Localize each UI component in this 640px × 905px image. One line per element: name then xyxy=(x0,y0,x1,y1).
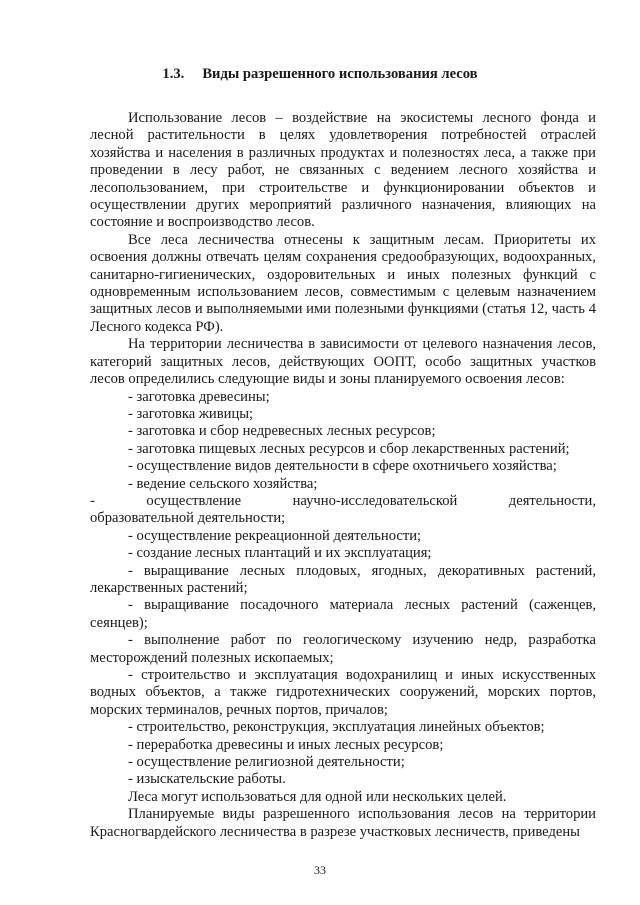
list-item: - осуществление рекреационной деятельности; xyxy=(128,527,422,544)
list-item-research-first-line: - осуществление научно-исследовательской деятельности, xyxy=(90,492,596,509)
list-item: - строительство, реконструкция, эксплуатация линейных объектов; xyxy=(128,719,545,736)
list-item-long: - выращивание посадочного материала лесных растений (саженцев, сеянцев); xyxy=(90,597,596,631)
paragraph-5: Планируемые виды разрешенного использования лесов на территории Красногвардейского лесничества в разрезе участковых лесничеств, приведены xyxy=(90,806,596,840)
paragraph-1: Использование лесов – воздействие на экосистемы лесного фонда и лесной растительности в целях удовлетворения потребностей отраслей хозяйства и населения в различных продуктах и полезностях леса, а также при проведении в лесу работ, не связанных с ведением лесного хозяйства и лесопользованием, при строительстве и функционировании объектов и осуществлении других мероприятий различного назначения, влияющих на состояние и воспроизводство лесов. xyxy=(90,110,596,231)
paragraph-4: Леса могут использоваться для одной или нескольких целей. xyxy=(128,788,507,805)
list-item: - осуществление видов деятельности в сфере охотничьего хозяйства; xyxy=(128,458,557,475)
list-item: - заготовка живицы; xyxy=(128,405,254,422)
list-item-long: - строительство и эксплуатация водохранилищ и иных искусственных водных объектов, а также гидротехнических сооружений, морских портов, морских терминалов, речных портов, причалов; xyxy=(90,667,596,718)
paragraph-2: Все леса лесничества отнесены к защитным лесам. Приоритеты их освоения должны отвечать целям сохранения средообразующих, водоохранных, санитарно-гигиенических, оздоровительных и иных полезных функций с одновременным использованием лесов, совместимым с целевым назначением защитных лесов и выполняемыми ими полезными функциями (статья 12, часть 4 Лесного кодекса РФ). xyxy=(90,231,596,335)
list-item: - заготовка древесины; xyxy=(128,388,270,405)
list-item: - создание лесных плантаций и их эксплуатация; xyxy=(128,545,432,562)
list-item-research-second-line: образовательной деятельности; xyxy=(90,510,286,527)
page-number: 33 xyxy=(314,863,326,877)
list-item: - заготовка пищевых лесных ресурсов и сбор лекарственных растений; xyxy=(128,440,570,457)
section-number: 1.3. xyxy=(162,66,185,82)
list-item: - изыскательские работы. xyxy=(128,771,286,788)
list-item: - переработка древесины и иных лесных ресурсов; xyxy=(128,736,444,753)
section-heading xyxy=(0,66,640,83)
document-body xyxy=(90,110,596,841)
paragraph-3: На территории лесничества в зависимости от целевого назначения лесов, категорий защитных лесов, действующих ООПТ, особо защитных участков лесов определились следующие виды и зоны планируемого освоения лесов: xyxy=(90,336,596,388)
list-item-long: - выполнение работ по геологическому изучению недр, разработка месторождений полезных ископаемых; xyxy=(90,632,596,666)
list-item: - осуществление религиозной деятельности; xyxy=(128,754,405,771)
list-item-long: - выращивание лесных плодовых, ягодных, декоративных растений, лекарственных растений; xyxy=(90,562,596,596)
section-title: Виды разрешенного использования лесов xyxy=(202,66,478,82)
list-item: - ведение сельского хозяйства; xyxy=(128,475,318,492)
list-item: - заготовка и сбор недревесных лесных ресурсов; xyxy=(128,423,436,440)
